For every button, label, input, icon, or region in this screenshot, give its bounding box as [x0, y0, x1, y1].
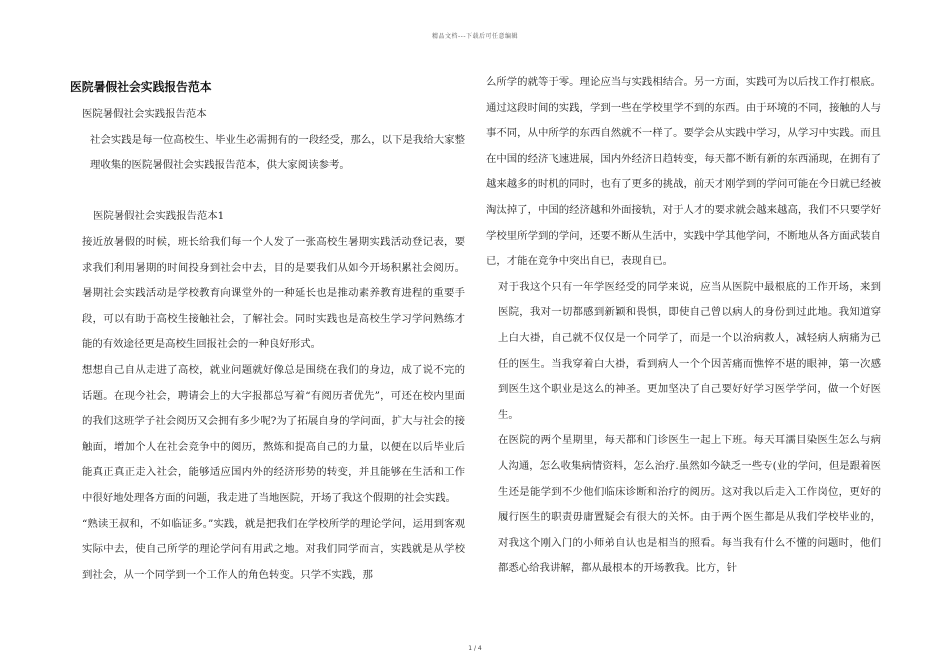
- left-column: [70, 70, 465, 588]
- header-note: 精品文档---下载后可任意编辑: [432, 33, 518, 40]
- document-subtitle: 医院暑假社会实践报告范本: [82, 108, 207, 120]
- body-paragraph: 接近放暑假的时候，班长给我们每一个人发了一张高校生暑期实践活动登记表，要求我们利用暑期的时间投身到社会中去，目的是要我们从如今开场积累社会阅历。暑期社会实践活动是学校教育向课堂外的一种延长也是推动素养教育进程的重要手段，可以有助于高校生接触社会，了解社会。同时实践也是高校生学习学问熟练才能的有效途径更是高校生回报社会的一种良好形式。: [82, 235, 465, 351]
- blank-line: [70, 179, 465, 205]
- body-paragraph: 对于我这个只有一年学医经受的同学来说，应当从医院中最根底的工作开场，来到医院，我对一切都感到新颖和畏惧，即使自己曾以病人的身份到过此地。我知道穿上白大褂，自己就不仅仅是一个同学了，而是一个以治病救人，减轻病人病痛为己任的医生。当我穿着白大褂，看到病人一个个因苦痛而憔悴不堪的眼神，第一次感到医生这个职业是这么的神圣。更加坚决了自己要好好学习医学学问，做一个好医生。: [498, 280, 881, 421]
- document-title: 医院暑假社会实践报告范本: [70, 80, 212, 94]
- right-column: [486, 70, 881, 582]
- intro-paragraph: 社会实践是每一位高校生、毕业生必需拥有的一段经受，那么，以下是我给大家整理收集的医院暑假社会实践报告范本，供大家阅读参考。: [90, 133, 465, 172]
- body-paragraph: 在医院的两个星期里，每天都和门诊医生一起上下班。每天耳濡目染医生怎么与病人沟通，怎么收集病情资料，怎么治疗.虽然如今缺乏一些专(业的学问，但是跟着医生还是能学到不少他们临床诊断和治疗的阅历。这对我以后走入工作岗位，更好的履行医生的职责毋庸置疑会有很大的关怀。由于两个医生都是从我们学校毕业的，对我这个刚入门的小师弟自认也是相当的照看。每当我有什么不懂的问题时，他们都悉心给我讲解，都从最根本的开场教我。比方，针: [498, 434, 881, 575]
- page-number: 1 / 4: [468, 645, 482, 652]
- section-heading: 医院暑假社会实践报告范本1: [93, 210, 225, 223]
- body-paragraph: 么所学的就等于零。理论应当与实践相结合。另一方面，实践可为以后找工作打根底。通过这段时间的实践，学到一些在学校里学不到的东西。由于环境的不同，接触的人与事不同，从中所学的东西自然就不一样了。要学会从实践中学习，从学习中实践。而且在中国的经济飞速进展，国内外经济日趋转变，每天都不断有新的东西涌现，在拥有了越来越多的时机的同时，也有了更多的挑战，前天才刚学到的学问可能在今日就已经被淘汰掉了，中国的经济越和外面接轨，对于人才的要求就会越来越高，我们不只要学好学校里所学到的学问，还要不断从生活中，实践中学其他学问，不断地从各方面武装自已，才能在竞争中突出自已，表现自已。: [486, 76, 881, 268]
- body-paragraph: 想想自己自从走进了高校，就业问题就好像总是围绕在我们的身边，成了说不完的话题。在现今社会，聘请会上的大字报都总写着“有阅历者优先”，可还在校内里面的我们这班学子社会阅历又会拥有多少呢?为了拓展自身的学问面，扩大与社会的接触面，增加个人在社会竞争中的阅历，熬炼和提高自己的力量，以便在以后毕业后能真正真正走入社会，能够适应国内外的经济形势的转变，并且能够在生活和工作中很好地处理各方面的问题，我走进了当地医院，开场了我这个假期的社会实践。: [82, 363, 465, 504]
- body-paragraph: “熟读王叔和，不如临证多。”实践，就是把我们在学校所学的理论学问，运用到客观实际中去，使自己所学的理论学问有用武之地。对我们同学而言，实践就是从学校到社会，从一个同学到一个工作人的角色转变。只学不实践，那: [82, 517, 465, 581]
